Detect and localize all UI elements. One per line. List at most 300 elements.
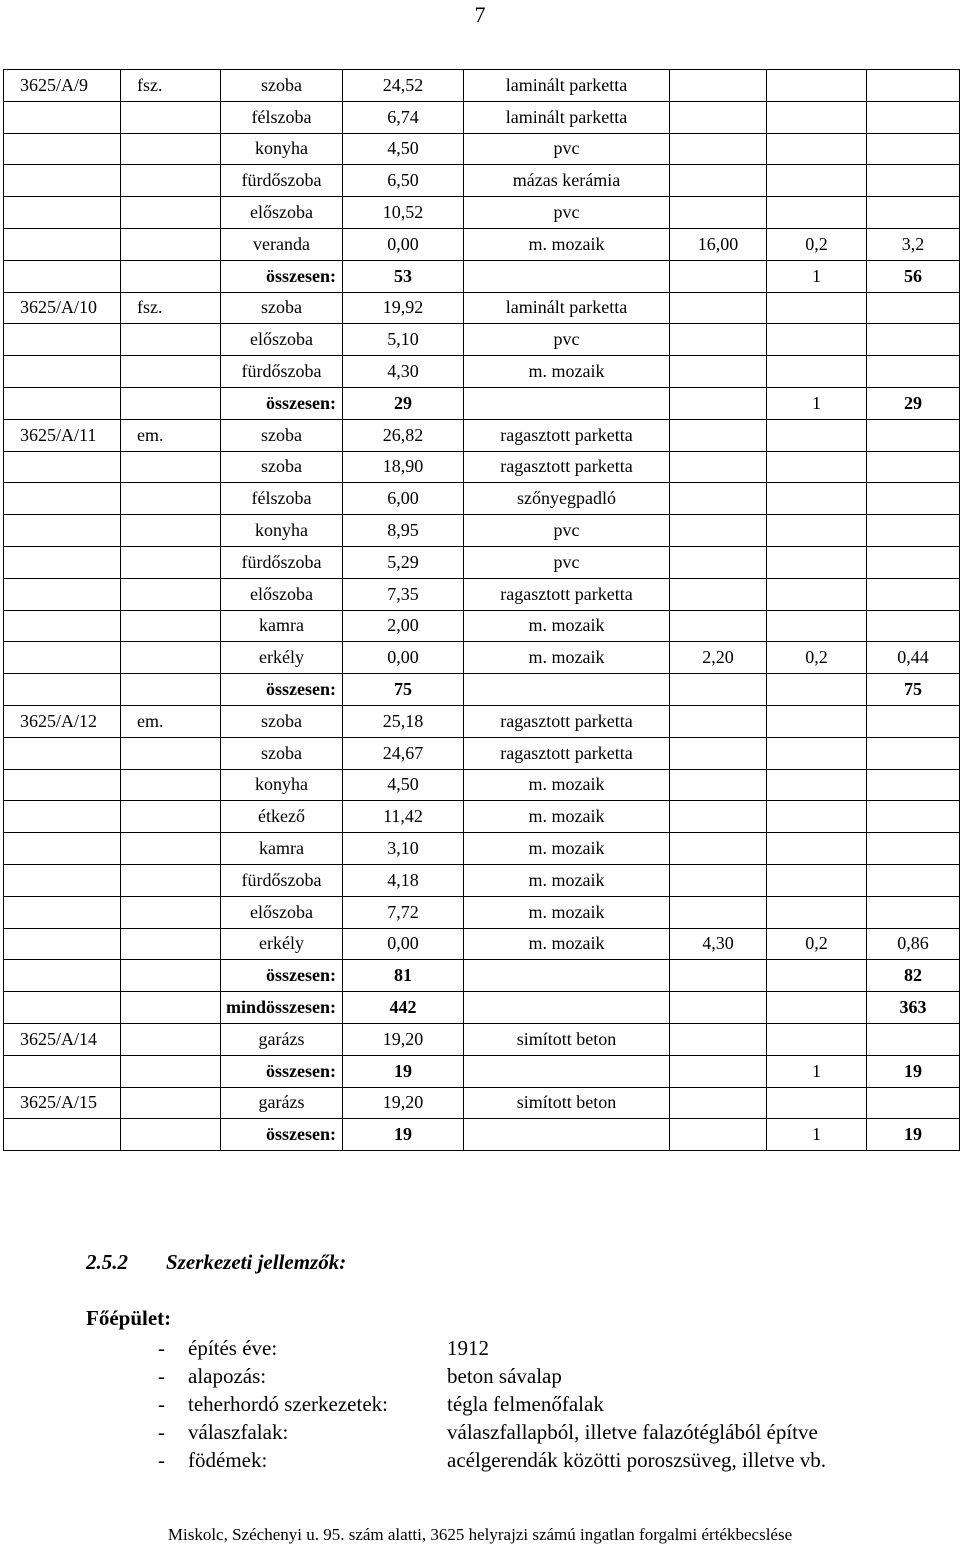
ratio-cell <box>767 292 867 324</box>
total-cell <box>867 801 960 833</box>
floor-cover-cell <box>464 387 670 419</box>
total-cell: 19 <box>867 1119 960 1151</box>
extra-area-cell <box>670 769 767 801</box>
area-cell: 6,50 <box>343 165 464 197</box>
ratio-cell <box>767 101 867 133</box>
ratio-cell: 1 <box>767 1055 867 1087</box>
level-cell <box>121 515 221 547</box>
level-cell <box>121 578 221 610</box>
area-cell: 7,35 <box>343 578 464 610</box>
unit-id-cell <box>4 642 121 674</box>
level-cell <box>121 801 221 833</box>
ratio-cell <box>767 864 867 896</box>
level-cell: em. <box>121 419 221 451</box>
total-cell: 0,86 <box>867 928 960 960</box>
room-cell: félszoba <box>221 101 343 133</box>
total-cell <box>867 896 960 928</box>
total-cell <box>867 101 960 133</box>
building-specs <box>86 1334 946 1474</box>
unit-id-cell <box>4 610 121 642</box>
ratio-cell: 1 <box>767 260 867 292</box>
extra-area-cell <box>670 356 767 388</box>
ratio-cell <box>767 833 867 865</box>
spec-row <box>86 1418 946 1446</box>
ratio-cell <box>767 705 867 737</box>
unit-id-cell <box>4 451 121 483</box>
level-cell <box>121 387 221 419</box>
room-cell: konyha <box>221 515 343 547</box>
section-number: 2.5.2 <box>86 1250 128 1274</box>
level-cell: fsz. <box>121 70 221 102</box>
level-cell <box>121 1055 221 1087</box>
spec-value: tégla felmenőfalak <box>447 1392 604 1416</box>
ratio-cell <box>767 992 867 1024</box>
ratio-cell <box>767 324 867 356</box>
unit-id-cell <box>4 992 121 1024</box>
floor-cover-cell: m. mozaik <box>464 833 670 865</box>
area-cell: 19,92 <box>343 292 464 324</box>
level-cell <box>121 101 221 133</box>
room-cell: mindösszesen: <box>221 992 343 1024</box>
area-cell: 19,20 <box>343 1087 464 1119</box>
level-cell <box>121 610 221 642</box>
extra-area-cell <box>670 165 767 197</box>
section-heading <box>86 1250 346 1275</box>
extra-area-cell <box>670 133 767 165</box>
area-cell: 25,18 <box>343 705 464 737</box>
total-cell <box>867 419 960 451</box>
floor-cover-cell: ragasztott parketta <box>464 705 670 737</box>
spec-row <box>86 1362 946 1390</box>
extra-area-cell <box>670 1023 767 1055</box>
unit-id-cell <box>4 356 121 388</box>
floor-cover-cell: m. mozaik <box>464 896 670 928</box>
table-row <box>4 387 960 419</box>
table-row <box>4 642 960 674</box>
extra-area-cell <box>670 483 767 515</box>
extra-area-cell <box>670 260 767 292</box>
unit-id-cell <box>4 833 121 865</box>
extra-area-cell <box>670 674 767 706</box>
extra-area-cell: 2,20 <box>670 642 767 674</box>
room-cell: összesen: <box>221 387 343 419</box>
total-cell <box>867 578 960 610</box>
area-cell: 24,67 <box>343 737 464 769</box>
ratio-cell <box>767 801 867 833</box>
area-cell: 24,52 <box>343 70 464 102</box>
floor-cover-cell <box>464 674 670 706</box>
ratio-cell <box>767 133 867 165</box>
total-cell: 3,2 <box>867 228 960 260</box>
floor-cover-cell: pvc <box>464 515 670 547</box>
area-cell: 4,50 <box>343 133 464 165</box>
extra-area-cell <box>670 833 767 865</box>
table-row <box>4 960 960 992</box>
unit-id-cell <box>4 228 121 260</box>
rooms-table <box>3 69 960 1151</box>
area-cell: 442 <box>343 992 464 1024</box>
unit-id-cell: 3625/A/15 <box>4 1087 121 1119</box>
table-row <box>4 70 960 102</box>
level-cell <box>121 992 221 1024</box>
unit-id-cell <box>4 1055 121 1087</box>
ratio-cell <box>767 451 867 483</box>
level-cell <box>121 133 221 165</box>
area-cell: 4,18 <box>343 864 464 896</box>
room-cell: összesen: <box>221 674 343 706</box>
room-cell: garázs <box>221 1023 343 1055</box>
area-cell: 5,29 <box>343 546 464 578</box>
room-cell: összesen: <box>221 260 343 292</box>
spec-row <box>86 1446 946 1474</box>
area-cell: 6,00 <box>343 483 464 515</box>
room-cell: szoba <box>221 419 343 451</box>
area-cell: 19 <box>343 1119 464 1151</box>
total-cell: 29 <box>867 387 960 419</box>
room-cell: összesen: <box>221 1119 343 1151</box>
total-cell <box>867 324 960 356</box>
extra-area-cell <box>670 992 767 1024</box>
spec-dash: - <box>158 1336 165 1360</box>
total-cell <box>867 165 960 197</box>
level-cell <box>121 769 221 801</box>
table-row <box>4 419 960 451</box>
extra-area-cell <box>670 705 767 737</box>
area-cell: 7,72 <box>343 896 464 928</box>
ratio-cell <box>767 419 867 451</box>
spec-label: válaszfalak: <box>188 1420 289 1444</box>
unit-id-cell <box>4 260 121 292</box>
room-cell: előszoba <box>221 896 343 928</box>
floor-cover-cell: simított beton <box>464 1087 670 1119</box>
total-cell <box>867 769 960 801</box>
floor-cover-cell: pvc <box>464 324 670 356</box>
ratio-cell: 1 <box>767 387 867 419</box>
room-cell: konyha <box>221 769 343 801</box>
total-cell <box>867 197 960 229</box>
unit-id-cell <box>4 546 121 578</box>
unit-id-cell <box>4 578 121 610</box>
table-row <box>4 260 960 292</box>
extra-area-cell <box>670 1119 767 1151</box>
ratio-cell <box>767 483 867 515</box>
level-cell <box>121 324 221 356</box>
level-cell <box>121 483 221 515</box>
table-row <box>4 451 960 483</box>
room-cell: veranda <box>221 228 343 260</box>
room-cell: összesen: <box>221 1055 343 1087</box>
floor-cover-cell: pvc <box>464 197 670 229</box>
total-cell <box>867 70 960 102</box>
table-row <box>4 992 960 1024</box>
table-row <box>4 1023 960 1055</box>
total-cell <box>867 483 960 515</box>
spec-value: válaszfallapból, illetve falazótéglából építve <box>447 1420 818 1444</box>
total-cell <box>867 1023 960 1055</box>
area-cell: 81 <box>343 960 464 992</box>
table-row <box>4 324 960 356</box>
level-cell <box>121 197 221 229</box>
level-cell <box>121 896 221 928</box>
total-cell: 0,44 <box>867 642 960 674</box>
room-cell: előszoba <box>221 197 343 229</box>
spec-row <box>86 1334 946 1362</box>
ratio-cell <box>767 960 867 992</box>
extra-area-cell: 4,30 <box>670 928 767 960</box>
ratio-cell <box>767 1023 867 1055</box>
spec-dash: - <box>158 1364 165 1388</box>
area-cell: 10,52 <box>343 197 464 229</box>
floor-cover-cell: ragasztott parketta <box>464 419 670 451</box>
unit-id-cell <box>4 515 121 547</box>
unit-id-cell <box>4 1119 121 1151</box>
table-row <box>4 133 960 165</box>
ratio-cell: 0,2 <box>767 228 867 260</box>
room-cell: előszoba <box>221 578 343 610</box>
total-cell <box>867 356 960 388</box>
table-row <box>4 356 960 388</box>
extra-area-cell <box>670 387 767 419</box>
total-cell <box>867 864 960 896</box>
ratio-cell <box>767 356 867 388</box>
total-cell <box>867 515 960 547</box>
floor-cover-cell: m. mozaik <box>464 801 670 833</box>
ratio-cell <box>767 165 867 197</box>
table-row <box>4 705 960 737</box>
room-cell: kamra <box>221 833 343 865</box>
total-cell: 19 <box>867 1055 960 1087</box>
unit-id-cell <box>4 101 121 133</box>
floor-cover-cell: ragasztott parketta <box>464 578 670 610</box>
unit-id-cell: 3625/A/10 <box>4 292 121 324</box>
table-row <box>4 578 960 610</box>
extra-area-cell <box>670 292 767 324</box>
table-row <box>4 546 960 578</box>
spec-label: födémek: <box>188 1448 268 1472</box>
floor-cover-cell: laminált parketta <box>464 292 670 324</box>
table-row <box>4 101 960 133</box>
total-cell <box>867 705 960 737</box>
area-cell: 2,00 <box>343 610 464 642</box>
room-cell: konyha <box>221 133 343 165</box>
floor-cover-cell <box>464 260 670 292</box>
floor-cover-cell: m. mozaik <box>464 769 670 801</box>
area-cell: 53 <box>343 260 464 292</box>
area-cell: 26,82 <box>343 419 464 451</box>
ratio-cell <box>767 515 867 547</box>
level-cell <box>121 356 221 388</box>
total-cell <box>867 833 960 865</box>
area-cell: 0,00 <box>343 228 464 260</box>
extra-area-cell <box>670 1055 767 1087</box>
floor-cover-cell: pvc <box>464 133 670 165</box>
extra-area-cell <box>670 70 767 102</box>
floor-cover-cell: laminált parketta <box>464 101 670 133</box>
room-cell: szoba <box>221 70 343 102</box>
unit-id-cell <box>4 864 121 896</box>
ratio-cell: 0,2 <box>767 928 867 960</box>
extra-area-cell <box>670 610 767 642</box>
total-cell: 82 <box>867 960 960 992</box>
area-cell: 19,20 <box>343 1023 464 1055</box>
unit-id-cell: 3625/A/14 <box>4 1023 121 1055</box>
total-cell <box>867 546 960 578</box>
extra-area-cell <box>670 578 767 610</box>
unit-id-cell <box>4 896 121 928</box>
level-cell <box>121 228 221 260</box>
room-cell: fürdőszoba <box>221 356 343 388</box>
table-row <box>4 833 960 865</box>
area-cell: 19 <box>343 1055 464 1087</box>
table-row <box>4 674 960 706</box>
level-cell <box>121 451 221 483</box>
area-cell: 5,10 <box>343 324 464 356</box>
floor-cover-cell: m. mozaik <box>464 864 670 896</box>
room-cell: félszoba <box>221 483 343 515</box>
area-cell: 75 <box>343 674 464 706</box>
spec-label: alapozás: <box>188 1364 267 1388</box>
ratio-cell <box>767 578 867 610</box>
extra-area-cell <box>670 801 767 833</box>
floor-cover-cell <box>464 1119 670 1151</box>
room-cell: fürdőszoba <box>221 864 343 896</box>
area-cell: 0,00 <box>343 642 464 674</box>
unit-id-cell <box>4 133 121 165</box>
floor-cover-cell <box>464 1055 670 1087</box>
table-row <box>4 769 960 801</box>
room-cell: étkező <box>221 801 343 833</box>
ratio-cell <box>767 1087 867 1119</box>
unit-id-cell <box>4 801 121 833</box>
level-cell <box>121 737 221 769</box>
unit-id-cell <box>4 387 121 419</box>
level-cell: fsz. <box>121 292 221 324</box>
level-cell <box>121 546 221 578</box>
extra-area-cell <box>670 451 767 483</box>
floor-cover-cell <box>464 960 670 992</box>
area-cell: 11,42 <box>343 801 464 833</box>
total-cell <box>867 292 960 324</box>
floor-cover-cell: szőnyegpadló <box>464 483 670 515</box>
building-title: Főépület: <box>86 1306 172 1330</box>
table-row <box>4 864 960 896</box>
floor-cover-cell: laminált parketta <box>464 70 670 102</box>
ratio-cell <box>767 674 867 706</box>
extra-area-cell <box>670 960 767 992</box>
spec-value: beton sávalap <box>447 1364 562 1388</box>
room-cell: fürdőszoba <box>221 165 343 197</box>
room-cell: erkély <box>221 928 343 960</box>
unit-id-cell <box>4 483 121 515</box>
floor-cover-cell: m. mozaik <box>464 356 670 388</box>
ratio-cell <box>767 70 867 102</box>
ratio-cell <box>767 197 867 229</box>
room-cell: kamra <box>221 610 343 642</box>
unit-id-cell: 3625/A/11 <box>4 419 121 451</box>
level-cell: em. <box>121 705 221 737</box>
level-cell <box>121 833 221 865</box>
table-row <box>4 292 960 324</box>
area-cell: 0,00 <box>343 928 464 960</box>
room-cell: összesen: <box>221 960 343 992</box>
floor-cover-cell: ragasztott parketta <box>464 451 670 483</box>
floor-cover-cell: m. mozaik <box>464 228 670 260</box>
level-cell <box>121 165 221 197</box>
extra-area-cell <box>670 737 767 769</box>
spec-value: acélgerendák közötti poroszsüveg, illetve vb. <box>447 1448 827 1472</box>
extra-area-cell <box>670 324 767 356</box>
level-cell <box>121 642 221 674</box>
level-cell <box>121 1119 221 1151</box>
table-row <box>4 737 960 769</box>
total-cell <box>867 451 960 483</box>
table-row <box>4 928 960 960</box>
extra-area-cell: 16,00 <box>670 228 767 260</box>
ratio-cell: 0,2 <box>767 642 867 674</box>
table-row <box>4 228 960 260</box>
spec-label: építés éve: <box>188 1336 278 1360</box>
floor-cover-cell: simított beton <box>464 1023 670 1055</box>
unit-id-cell <box>4 737 121 769</box>
ratio-cell <box>767 610 867 642</box>
unit-id-cell <box>4 197 121 229</box>
extra-area-cell <box>670 1087 767 1119</box>
table-row <box>4 483 960 515</box>
floor-cover-cell: pvc <box>464 546 670 578</box>
unit-id-cell <box>4 769 121 801</box>
floor-cover-cell: mázas kerámia <box>464 165 670 197</box>
spec-dash: - <box>158 1420 165 1444</box>
unit-id-cell <box>4 324 121 356</box>
section-title: Szerkezeti jellemzők: <box>166 1250 347 1274</box>
table-row <box>4 1119 960 1151</box>
room-cell: garázs <box>221 1087 343 1119</box>
spec-dash: - <box>158 1392 165 1416</box>
unit-id-cell: 3625/A/9 <box>4 70 121 102</box>
ratio-cell: 1 <box>767 1119 867 1151</box>
ratio-cell <box>767 769 867 801</box>
extra-area-cell <box>670 101 767 133</box>
total-cell: 363 <box>867 992 960 1024</box>
total-cell: 75 <box>867 674 960 706</box>
room-cell: szoba <box>221 292 343 324</box>
unit-id-cell <box>4 960 121 992</box>
level-cell <box>121 1087 221 1119</box>
floor-cover-cell <box>464 992 670 1024</box>
total-cell <box>867 737 960 769</box>
table-row <box>4 1087 960 1119</box>
total-cell <box>867 1087 960 1119</box>
total-cell <box>867 610 960 642</box>
extra-area-cell <box>670 197 767 229</box>
room-cell: előszoba <box>221 324 343 356</box>
room-cell: szoba <box>221 705 343 737</box>
table-row <box>4 515 960 547</box>
area-cell: 3,10 <box>343 833 464 865</box>
unit-id-cell <box>4 165 121 197</box>
table-row <box>4 610 960 642</box>
extra-area-cell <box>670 896 767 928</box>
area-cell: 6,74 <box>343 101 464 133</box>
level-cell <box>121 674 221 706</box>
level-cell <box>121 960 221 992</box>
table-row <box>4 197 960 229</box>
table-row <box>4 165 960 197</box>
floor-cover-cell: m. mozaik <box>464 642 670 674</box>
area-cell: 8,95 <box>343 515 464 547</box>
level-cell <box>121 864 221 896</box>
extra-area-cell <box>670 515 767 547</box>
